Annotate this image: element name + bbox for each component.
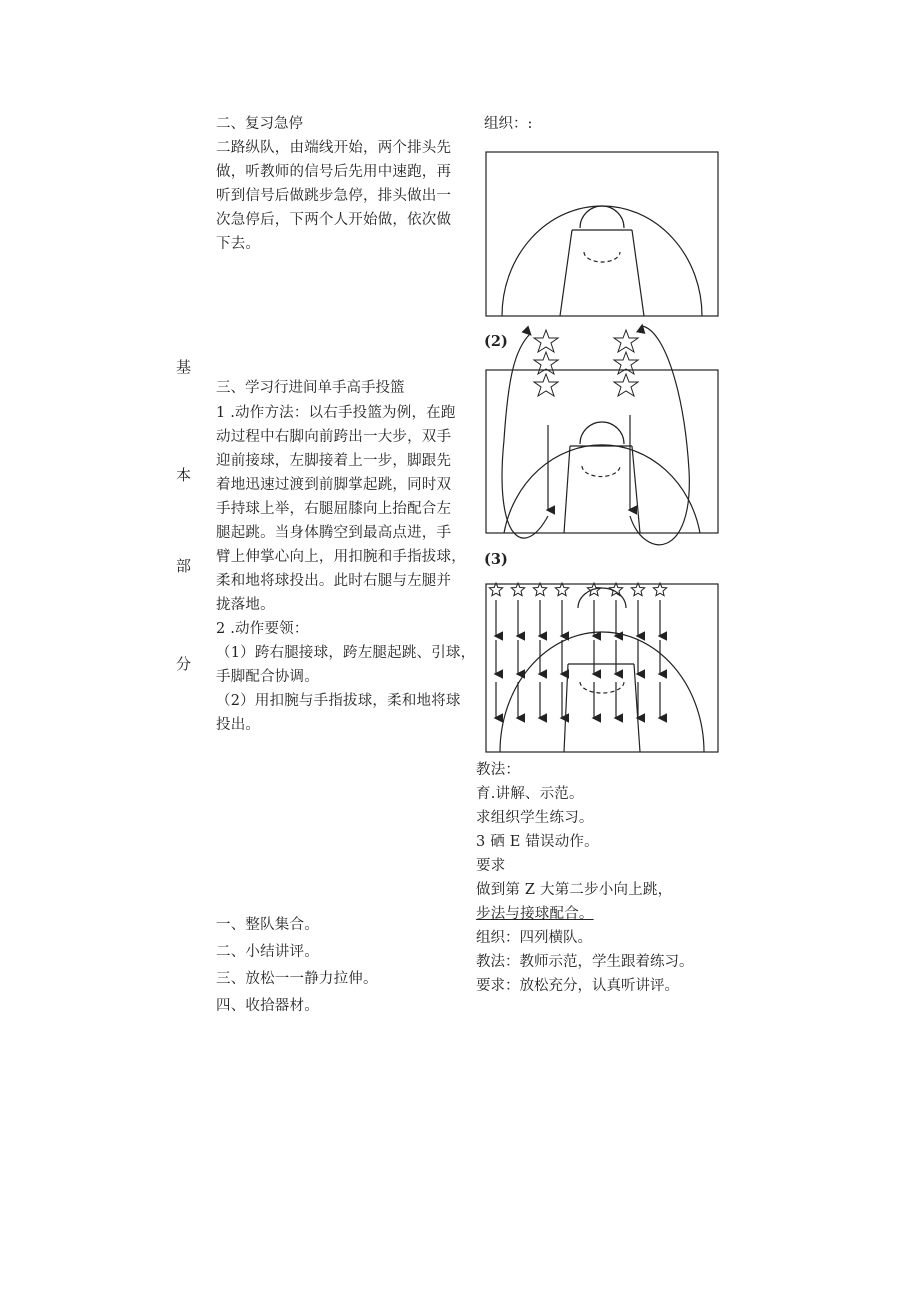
player-star-icon: [653, 583, 666, 596]
ending-item: 二、小结讲评。: [216, 944, 319, 960]
section3-title: 三、学习行进间单手高手投篮: [216, 380, 405, 396]
teaching-method: 教法：教师示范，学生跟着练习。: [476, 954, 694, 970]
player-star-icon: [511, 583, 524, 596]
diagram-label-2: (2): [484, 333, 508, 350]
player-star-icon: [534, 330, 558, 352]
organization-formation: 组织：四列横队。: [476, 930, 592, 946]
player-star-icon: [631, 583, 644, 596]
teaching-notes: 教法： 育.讲解、示范。 求组织学生练习。 3 硒 E 错误动作。 要求 做到第 Z 大第二步小向上跳， 步法与接球配合。: [476, 762, 673, 922]
player-star-icon: [555, 583, 568, 596]
requirements: 要求：放松充分，认真听讲评。: [476, 978, 679, 994]
player-star-icon: [534, 352, 558, 374]
player-star-icon: [609, 583, 622, 596]
side-label-fen: 分: [176, 655, 192, 673]
court-diagram-2: [484, 320, 724, 550]
section3-body: 1 .动作方法：以右手投篮为例，在跑 动过程中右脚向前跨出一大步，双手 迎前接球，左脚接着上一步，脚跟先 着地迅速过渡到前脚掌起跳，同时双 手持球上举，右腿屈膝向上抬配合左 腿起跳。当身体腾空到最高点进，手 臂上伸掌心向上，用扣腕和手指拔球， 柔和地将球投出。此时右腿与左腿并 拢落地。 2 .动作要领： （1）跨右腿接球，跨左腿起跳、引球， 手脚配合协调。 （2）用扣腕与手指拔球，柔和地将球 投出。: [216, 405, 476, 733]
ending-item: 三、放松一一静力拉伸。: [216, 971, 378, 987]
player-star-icon: [614, 352, 638, 374]
diagram-label-3: (3): [484, 551, 508, 568]
side-label-ben: 本: [176, 466, 192, 484]
ending-item: 一、整队集合。: [216, 917, 319, 933]
player-star-icon: [533, 583, 546, 596]
side-label-bu: 部: [176, 557, 192, 575]
section2-body: 二路纵队，由端线开始，两个排头先 做，听教师的信号后先用中速跑，再 听到信号后做跳步急停，排头做出一 次急停后，下两个人开始做，依次做 下去。: [216, 140, 452, 252]
court-diagram-1: [484, 148, 724, 318]
court-diagram-3: [484, 578, 724, 758]
side-label-ji: 基: [176, 358, 192, 376]
organization-label: 组织：:: [484, 116, 533, 132]
player-star-icon: [614, 374, 638, 396]
ending-item: 四、收拾器材。: [216, 998, 319, 1014]
ending-list: [216, 912, 478, 1020]
player-star-icon: [489, 583, 502, 596]
player-star-icon: [614, 330, 638, 352]
player-star-icon: [534, 374, 558, 396]
section2-title: 二、复习急停: [216, 116, 303, 132]
